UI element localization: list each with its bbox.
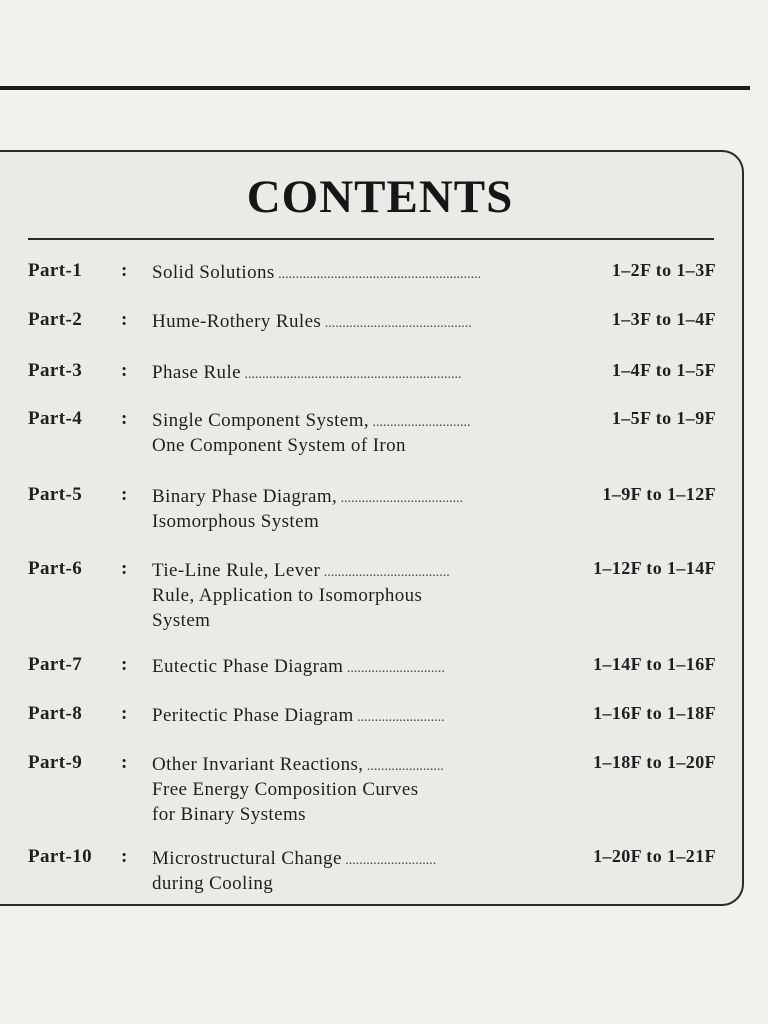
page-range: 1–14F to 1–16F bbox=[593, 654, 716, 674]
topic-title bbox=[152, 558, 582, 633]
part-separator: : bbox=[121, 558, 128, 579]
toc-entry bbox=[0, 558, 740, 631]
toc-entry bbox=[0, 484, 740, 544]
dot-leader: ................................... bbox=[337, 491, 464, 506]
topic-text: Single Component System, bbox=[152, 410, 370, 431]
topic-text: Isomorphous System bbox=[152, 511, 320, 532]
top-rule bbox=[0, 86, 750, 90]
page-range: 1–3F to 1–4F bbox=[611, 309, 716, 329]
dot-leader: .......................... bbox=[341, 853, 437, 868]
dot-leader: ......................... bbox=[353, 710, 445, 725]
part-label: Part-3 bbox=[28, 360, 83, 381]
dot-leader: .......................................................... bbox=[274, 267, 482, 282]
part-label: Part-6 bbox=[28, 558, 83, 579]
toc-entry bbox=[0, 408, 740, 468]
topic-line bbox=[152, 260, 582, 285]
topic-line bbox=[152, 703, 582, 728]
topic-title bbox=[152, 846, 582, 896]
topic-line bbox=[152, 583, 582, 608]
page-range: 1–18F to 1–20F bbox=[593, 752, 716, 772]
topic-text: during Cooling bbox=[152, 873, 274, 894]
part-separator: : bbox=[121, 846, 128, 867]
part-separator: : bbox=[121, 408, 128, 429]
dot-leader: ...................... bbox=[363, 759, 444, 774]
topic-title bbox=[152, 654, 582, 679]
topic-line bbox=[152, 777, 582, 802]
topic-title bbox=[152, 752, 582, 827]
page-title: CONTENTS bbox=[246, 171, 514, 223]
topic-line bbox=[152, 509, 582, 534]
topic-text: Peritectic Phase Diagram bbox=[152, 705, 354, 726]
topic-text: Microstructural Change bbox=[152, 848, 342, 869]
topic-text: Free Energy Composition Curves bbox=[152, 779, 419, 800]
part-separator: : bbox=[121, 703, 128, 724]
page-range: 1–5F to 1–9F bbox=[611, 408, 716, 428]
topic-text: One Component System of Iron bbox=[152, 435, 406, 456]
topic-line bbox=[152, 309, 582, 334]
topic-text: Phase Rule bbox=[152, 362, 241, 383]
title-divider bbox=[28, 238, 714, 240]
part-label: Part-1 bbox=[28, 260, 83, 281]
topic-line bbox=[152, 433, 582, 458]
topic-line bbox=[152, 752, 582, 777]
topic-line bbox=[152, 360, 582, 385]
topic-text: Binary Phase Diagram, bbox=[152, 486, 338, 507]
topic-text: Other Invariant Reactions, bbox=[152, 754, 364, 775]
part-label: Part-4 bbox=[28, 408, 83, 429]
topic-text: Rule, Application to Isomorphous bbox=[152, 585, 423, 606]
dot-leader: .................................... bbox=[320, 565, 450, 580]
topic-line bbox=[152, 802, 582, 827]
topic-title bbox=[152, 408, 582, 458]
topic-text: Eutectic Phase Diagram bbox=[152, 656, 344, 677]
toc-entry bbox=[0, 846, 740, 906]
topic-title bbox=[152, 703, 582, 728]
topic-line bbox=[152, 871, 582, 896]
page-range: 1–9F to 1–12F bbox=[602, 484, 716, 504]
topic-title bbox=[152, 260, 582, 285]
part-label: Part-9 bbox=[28, 752, 83, 773]
topic-line bbox=[152, 608, 582, 633]
part-separator: : bbox=[121, 360, 128, 381]
topic-text: Hume-Rothery Rules bbox=[152, 311, 322, 332]
topic-line bbox=[152, 846, 582, 871]
dot-leader: .......................................... bbox=[321, 316, 472, 331]
topic-line bbox=[152, 408, 582, 433]
topic-text: System bbox=[152, 610, 211, 631]
page-range: 1–20F to 1–21F bbox=[593, 846, 716, 866]
part-label: Part-7 bbox=[28, 654, 83, 675]
part-label: Part-2 bbox=[28, 309, 83, 330]
toc-entry bbox=[0, 752, 740, 825]
page-range: 1–4F to 1–5F bbox=[611, 360, 716, 380]
topic-line bbox=[152, 558, 582, 583]
topic-title bbox=[152, 309, 582, 334]
topic-title bbox=[152, 484, 582, 534]
dot-leader: .............................................................. bbox=[240, 367, 462, 382]
topic-text: Tie-Line Rule, Lever bbox=[152, 560, 321, 581]
part-separator: : bbox=[121, 752, 128, 773]
page-range: 1–16F to 1–18F bbox=[593, 703, 716, 723]
part-label: Part-10 bbox=[28, 846, 92, 867]
dot-leader: ............................ bbox=[369, 415, 471, 430]
topic-line bbox=[152, 654, 582, 679]
page-range: 1–12F to 1–14F bbox=[593, 558, 716, 578]
part-separator: : bbox=[121, 260, 128, 281]
part-separator: : bbox=[121, 309, 128, 330]
page-range: 1–2F to 1–3F bbox=[611, 260, 716, 280]
part-separator: : bbox=[121, 484, 128, 505]
part-separator: : bbox=[121, 654, 128, 675]
part-label: Part-8 bbox=[28, 703, 83, 724]
topic-line bbox=[152, 484, 582, 509]
topic-text: Solid Solutions bbox=[152, 262, 275, 283]
topic-text: for Binary Systems bbox=[152, 804, 306, 825]
topic-title bbox=[152, 360, 582, 385]
dot-leader: ............................ bbox=[343, 661, 445, 676]
part-label: Part-5 bbox=[28, 484, 83, 505]
